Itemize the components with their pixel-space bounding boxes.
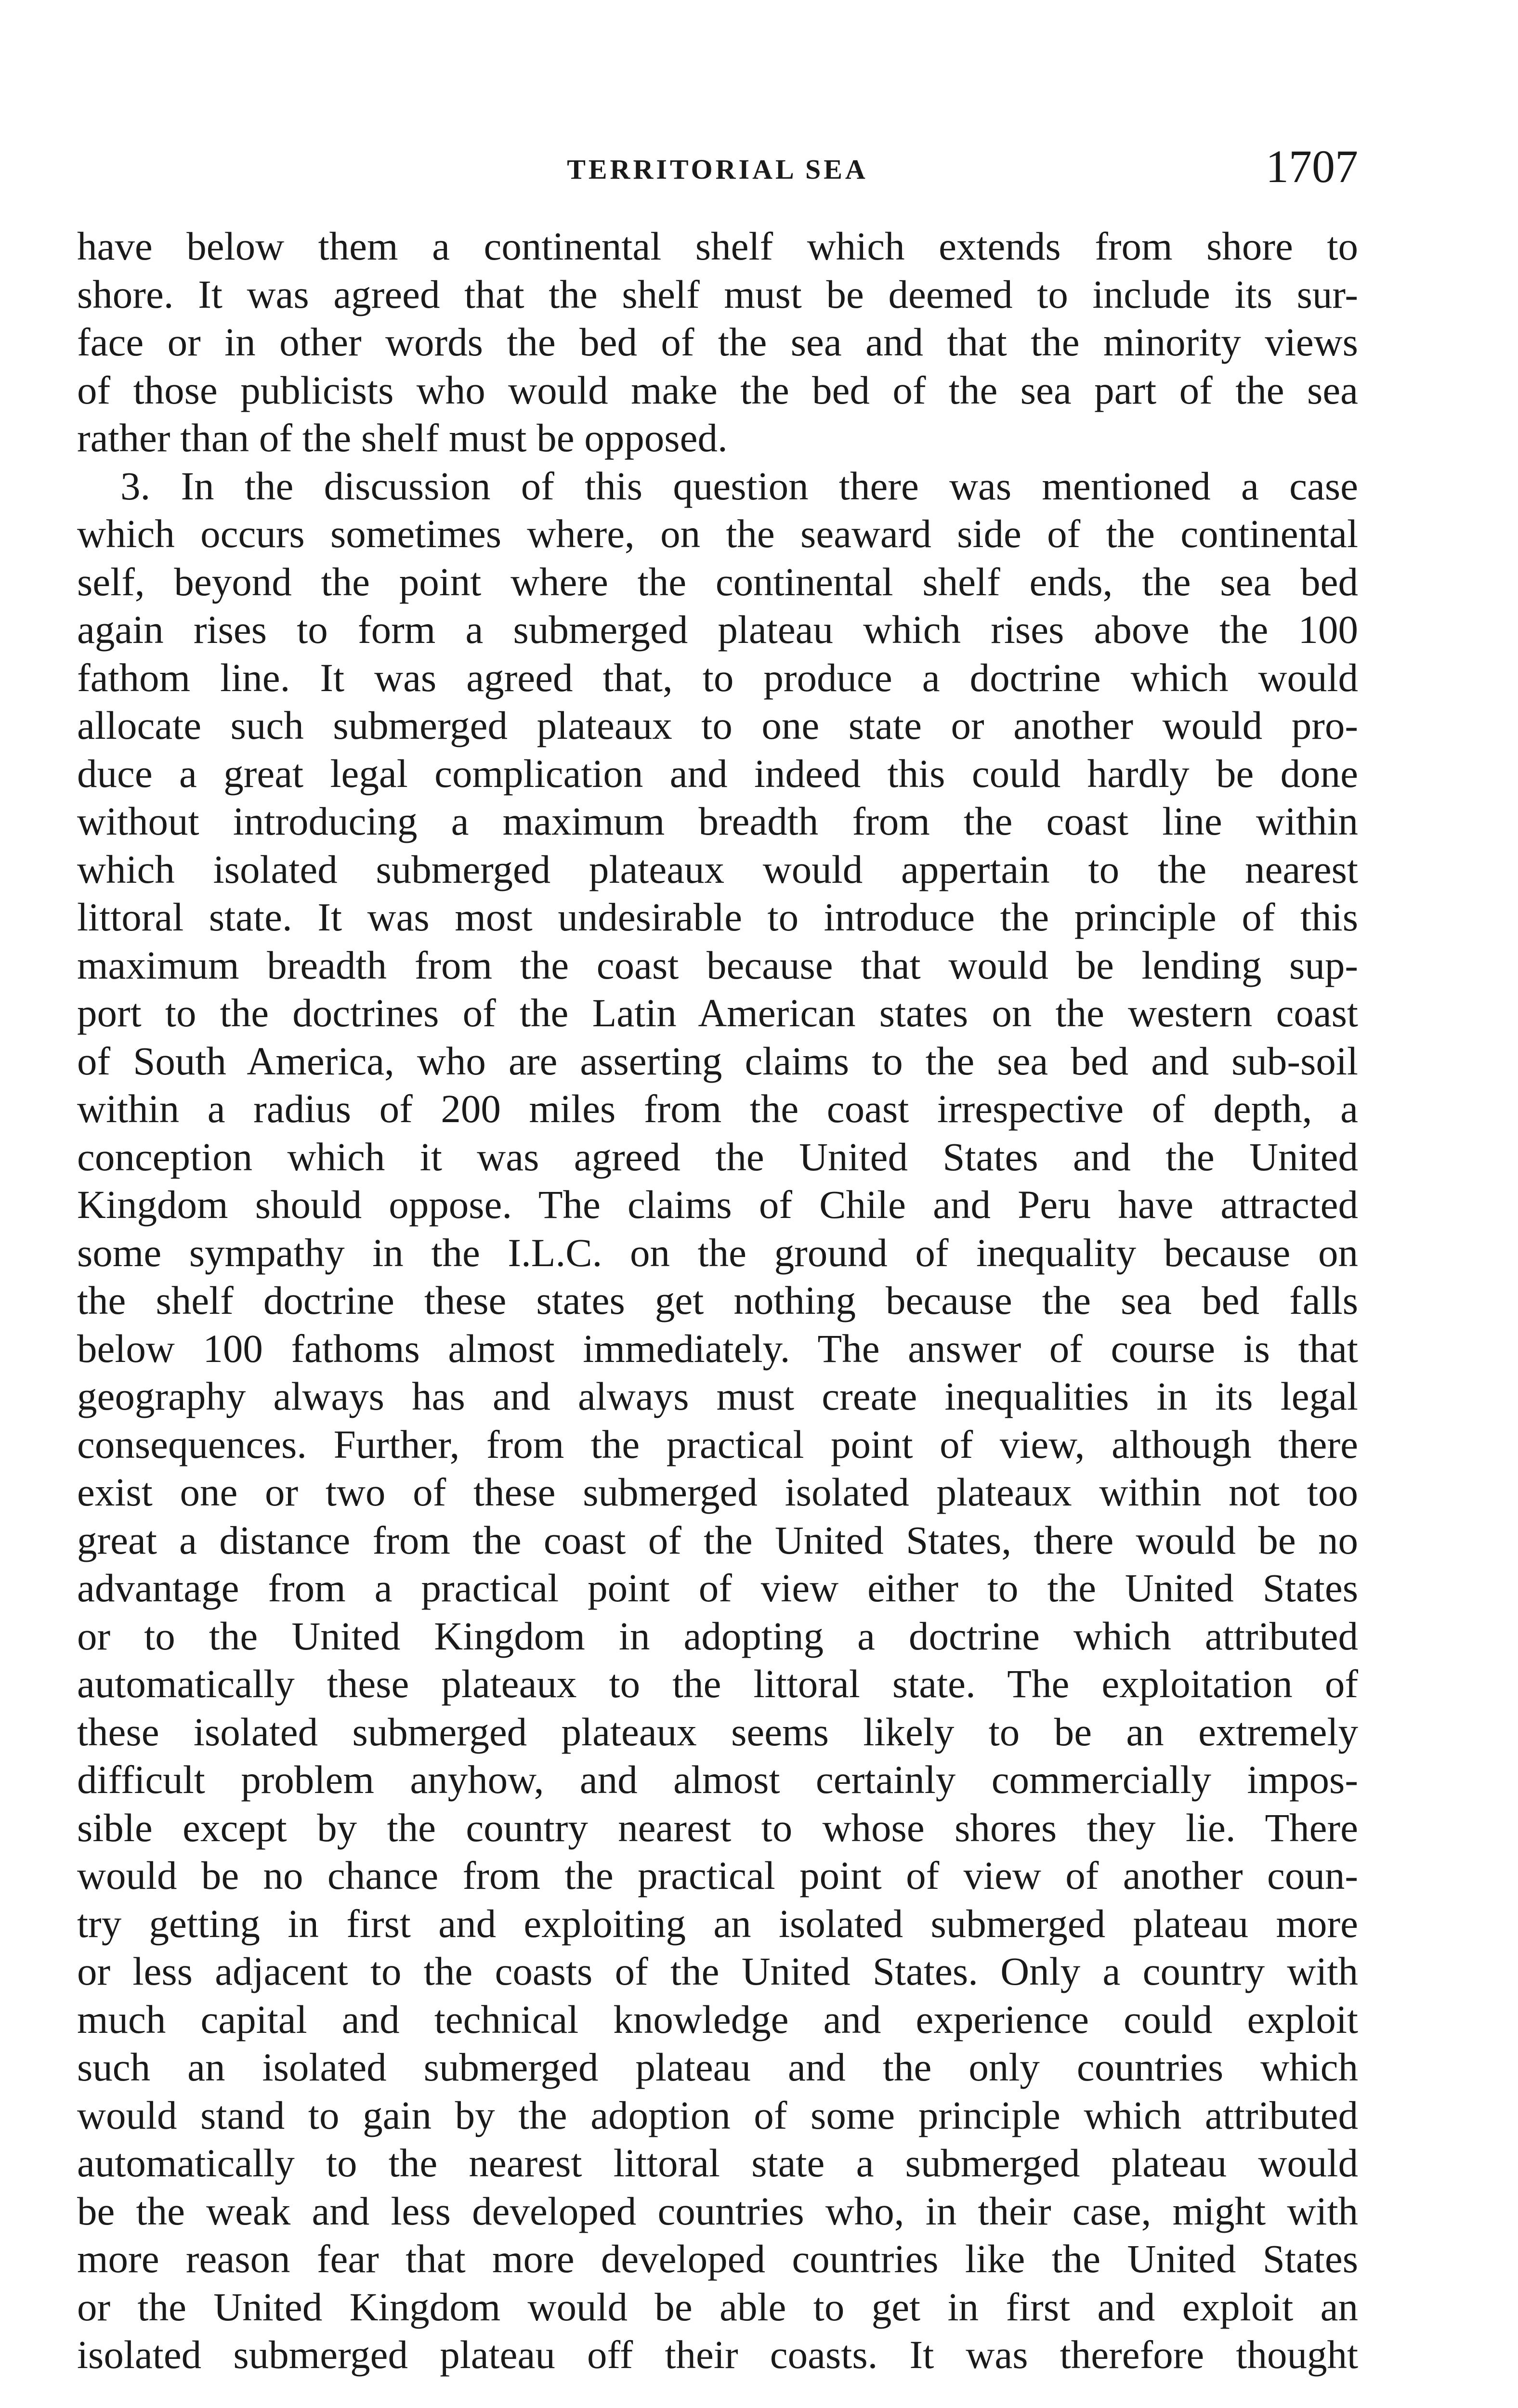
text-line: try getting in first and exploiting an isolated submerged plateau more xyxy=(77,1901,1358,1946)
text-line: automatically to the nearest littoral state a submerged plateau would xyxy=(77,2141,1358,2185)
text-line: much capital and technical knowledge and experience could exploit xyxy=(77,1997,1358,2042)
text-line: sible except by the country nearest to whose shores they lie. There xyxy=(77,1805,1358,1850)
text-line: such an isolated submerged plateau and the only countries which xyxy=(77,2045,1358,2089)
text-line: or less adjacent to the coasts of the United States. Only a country with xyxy=(77,1949,1358,1993)
text-line: of those publicists who would make the bed of the sea part of the sea xyxy=(77,367,1358,412)
text-line: these isolated submerged plateaux seems likely to be an extremely xyxy=(77,1709,1358,1754)
text-line: without introducing a maximum breadth from the coast line within xyxy=(77,799,1358,843)
text-line: again rises to form a submerged plateau which rises above the 100 xyxy=(77,607,1358,652)
text-line: below 100 fathoms almost immediately. The answer of course is that xyxy=(77,1326,1358,1371)
text-line: automatically these plateaux to the littoral state. The exploitation of xyxy=(77,1662,1358,1706)
text-line: or to the United Kingdom in adopting a doctrine which attributed xyxy=(77,1613,1358,1658)
paragraph-start-line: 3. In the discussion of this question there was mentioned a case xyxy=(120,463,1358,508)
text-line: allocate such submerged plateaux to one state or another would pro- xyxy=(77,703,1358,747)
text-line: the shelf doctrine these states get nothing because the sea bed falls xyxy=(77,1278,1358,1322)
text-line: or the United Kingdom would be able to get in first and exploit an xyxy=(77,2284,1358,2329)
running-title: TERRITORIAL SEA xyxy=(567,154,868,185)
text-line: within a radius of 200 miles from the coast irrespective of depth, a xyxy=(77,1086,1358,1131)
page-number: 1707 xyxy=(1266,141,1358,192)
text-line: have below them a continental shelf which extends from shore to xyxy=(77,224,1358,268)
text-line: port to the doctrines of the Latin American states on the western coast xyxy=(77,991,1358,1035)
text-line: advantage from a practical point of view either to the United States xyxy=(77,1566,1358,1610)
text-line: more reason fear that more developed countries like the United States xyxy=(77,2237,1358,2281)
text-line: would be no chance from the practical point of view of another coun- xyxy=(77,1853,1358,1898)
text-line: face or in other words the bed of the sea and that the minority views xyxy=(77,320,1358,364)
text-line: self, beyond the point where the continental shelf ends, the sea bed xyxy=(77,559,1358,604)
text-line: great a distance from the coast of the United States, there would be no xyxy=(77,1518,1358,1562)
text-line: be the weak and less developed countries who, in their case, might with xyxy=(77,2188,1358,2233)
text-line: consequences. Further, from the practical point of view, although there xyxy=(77,1422,1358,1466)
running-head xyxy=(77,140,1358,197)
paragraph-end-line: rather than of the shelf must be opposed. xyxy=(77,416,728,460)
text-line: would stand to gain by the adoption of some principle which attributed xyxy=(77,2093,1358,2137)
text-line: exist one or two of these submerged isolated plateaux within not too xyxy=(77,1470,1358,1514)
text-line: some sympathy in the I.L.C. on the ground of inequality because on xyxy=(77,1230,1358,1275)
text-line: maximum breadth from the coast because that would be lending sup- xyxy=(77,942,1358,987)
text-line: littoral state. It was most undesirable to introduce the principle of this xyxy=(77,895,1358,939)
text-line: Kingdom should oppose. The claims of Chile and Peru have attracted xyxy=(77,1182,1358,1227)
text-line: duce a great legal complication and indeed this could hardly be done xyxy=(77,751,1358,796)
text-line: difficult problem anyhow, and almost certainly commercially impos- xyxy=(77,1757,1358,1802)
text-line: conception which it was agreed the United States and the United xyxy=(77,1134,1358,1179)
text-line: fathom line. It was agreed that, to produce a doctrine which would xyxy=(77,655,1358,700)
text-line: which occurs sometimes where, on the seaward side of the continental xyxy=(77,511,1358,556)
text-line: which isolated submerged plateaux would appertain to the nearest xyxy=(77,847,1358,891)
text-line: shore. It was agreed that the shelf must be deemed to include its sur- xyxy=(77,272,1358,316)
body-text xyxy=(77,222,1358,2379)
text-line: of South America, who are asserting claims to the sea bed and sub-soil xyxy=(77,1038,1358,1083)
text-line: geography always has and always must create inequalities in its legal xyxy=(77,1374,1358,1418)
text-line: isolated submerged plateau off their coasts. It was therefore thought xyxy=(77,2332,1358,2377)
